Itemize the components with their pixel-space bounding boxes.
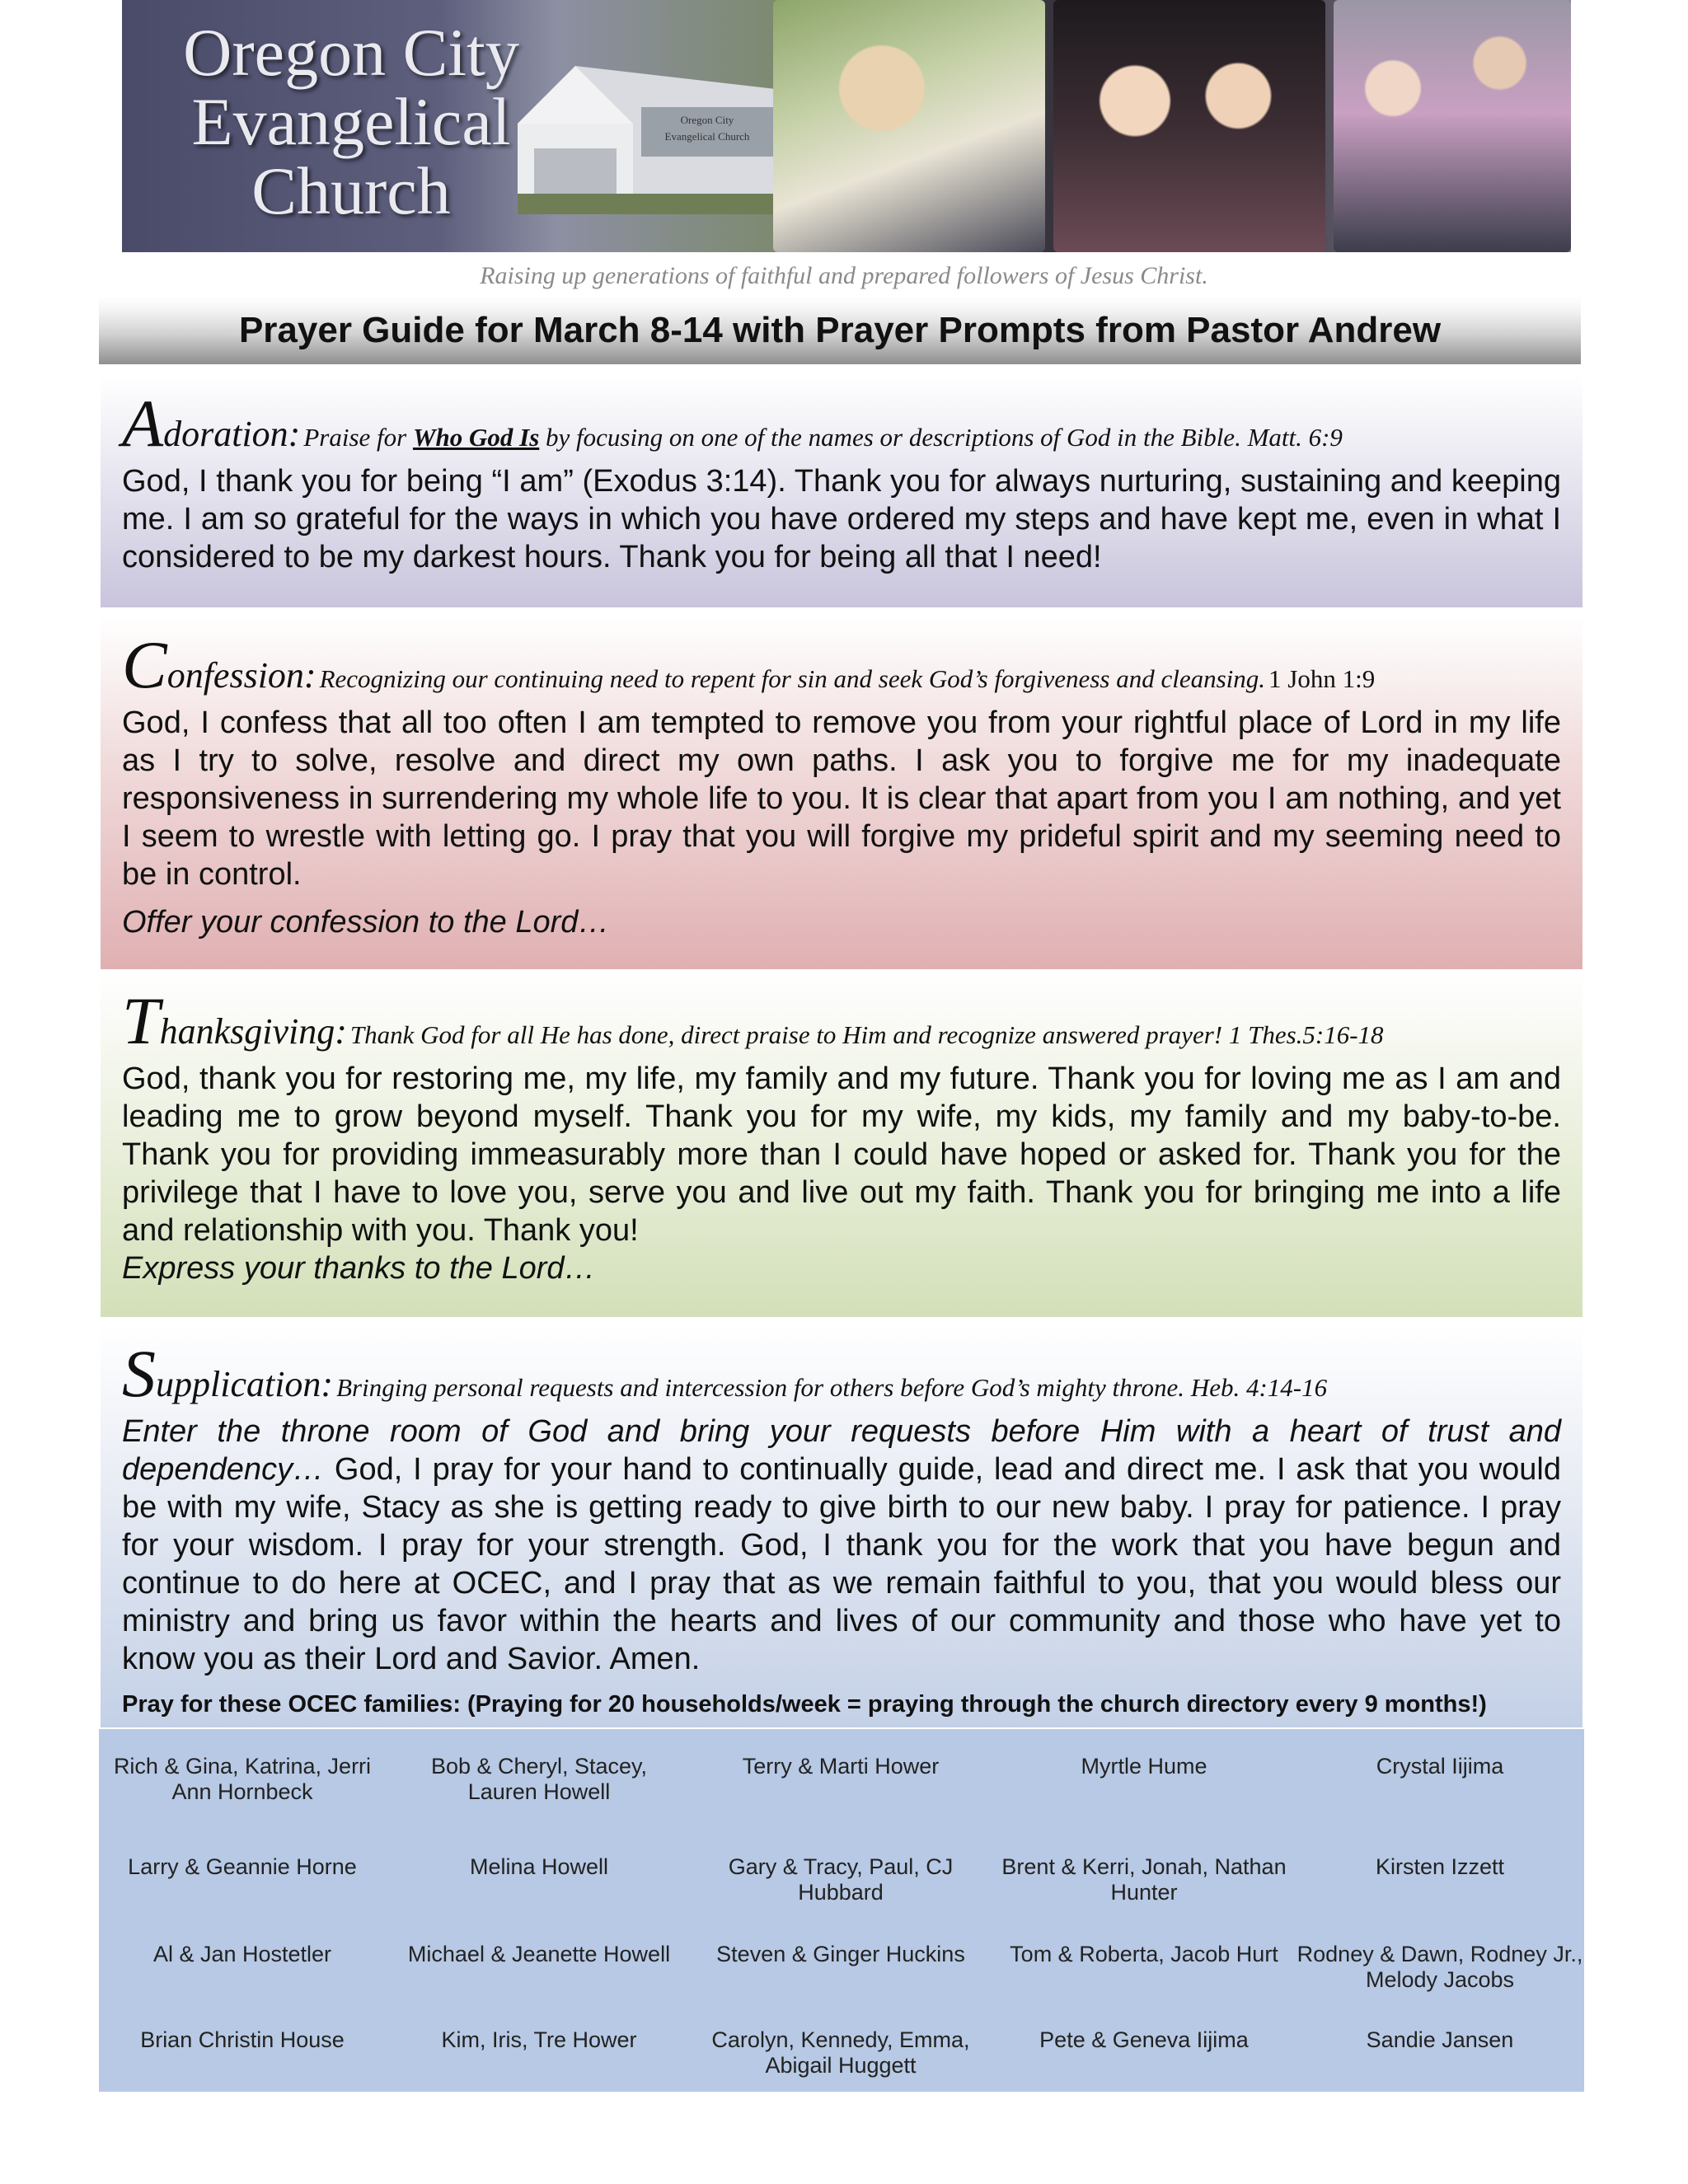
family-cell: Brent & Kerri, Jonah, Nathan Hunter bbox=[1001, 1854, 1287, 1905]
church-tagline: Raising up generations of faithful and prepared followers of Jesus Christ. bbox=[480, 262, 1208, 289]
church-building-image bbox=[518, 49, 790, 214]
confession-prompt: Recognizing our continuing need to repent for sin and seek God’s forgiveness and cleansing. bbox=[319, 664, 1266, 693]
supplication-prompt: Bringing personal requests and intercession for others before God’s mighty throne. Heb. 4:14-16 bbox=[336, 1373, 1328, 1402]
supplication-word: upplication: bbox=[156, 1364, 334, 1404]
adoration-prayer: God, I thank you for being “I am” (Exodus 3:14). Thank you for always nurturing, sustaining and keeping me. I am so grateful for the ways in which you have ordered my steps and have kept me, even in what I considered to be my darkest hours. Thank you for being all that I need! bbox=[122, 464, 1561, 574]
supplication-heading bbox=[122, 1336, 1561, 1411]
thanksgiving-closing: Express your thanks to the Lord… bbox=[122, 1251, 596, 1286]
church-name-line-1: Oregon City bbox=[183, 15, 519, 90]
adoration-word: doration: bbox=[163, 414, 301, 454]
thanksgiving-prompt: Thank God for all He has done, direct praise to Him and recognize answered prayer! 1 Thes.5:16-18 bbox=[349, 1020, 1384, 1049]
sign-line-2: Evangelical Church bbox=[664, 130, 750, 143]
family-cell: Pete & Geneva Iijima bbox=[1039, 2027, 1249, 2052]
thanksgiving-word: hanksgiving: bbox=[159, 1011, 347, 1052]
adoration-prompt-end: by focusing on one of the names or descriptions of God in the Bible. Matt. 6:9 bbox=[546, 423, 1343, 452]
church-name-line-2: Evangelical bbox=[191, 84, 511, 159]
family-cell: Rodney & Dawn, Rodney Jr., Melody Jacobs bbox=[1296, 1942, 1583, 1992]
group-prayer-photo bbox=[773, 0, 1045, 252]
family-cell: Kim, Iris, Tre Hower bbox=[441, 2027, 637, 2052]
family-cell: Rich & Gina, Katrina, Jerri Ann Hornbeck bbox=[113, 1754, 372, 1804]
handshake-greeting-photo bbox=[1334, 0, 1571, 252]
families-heading: Pray for these OCEC families: (Praying for 20 households/week = praying through the church directory every 9 months!) bbox=[122, 1691, 1487, 1718]
confession-word: onfession: bbox=[166, 655, 316, 696]
family-cell: Gary & Tracy, Paul, CJ Hubbard bbox=[728, 1854, 954, 1905]
adoration-prompt-emphasis: Who God Is bbox=[412, 423, 540, 452]
family-cell: Tom & Roberta, Jacob Hurt bbox=[1010, 1942, 1278, 1966]
family-cell: Steven & Ginger Huckins bbox=[716, 1942, 965, 1966]
confession-closing: Offer your confession to the Lord… bbox=[122, 905, 610, 940]
thanksgiving-section bbox=[101, 972, 1582, 1317]
children-singing-photo bbox=[1053, 0, 1325, 252]
supplication-prayer bbox=[122, 1413, 1561, 1678]
supplication-body: God, I pray for your hand to continually guide, lead and direct me. I ask that you would be with my wife, Stacy as she is getting ready to give birth to our new baby. I pray for patience. I pray for your wisdom. I pray for your strength. God, I thank you for the work that you have begun and continue to do here at OCEC, and I pray that as we remain faithful to you, that you would bless our ministry and bring us favor within the hearts and lives of our community and those who have yet to know you as their Lord and Savior. Amen. bbox=[122, 1452, 1561, 1676]
family-cell: Crystal Iijima bbox=[1376, 1754, 1504, 1779]
thanksgiving-initial: T bbox=[122, 983, 160, 1058]
family-cell: Michael & Jeanette Howell bbox=[407, 1942, 671, 1966]
supplication-lead: Enter the throne room of God and bring your requests before Him with a heart of trust and dependency… bbox=[122, 1414, 1561, 1487]
page-title: Prayer Guide for March 8-14 with Prayer Prompts from Pastor Andrew bbox=[238, 310, 1442, 350]
family-cell: Carolyn, Kennedy, Emma, Abigail Huggett bbox=[711, 2027, 970, 2078]
adoration-heading bbox=[122, 386, 1561, 461]
family-cell: Bob & Cheryl, Stacey, Lauren Howell bbox=[430, 1754, 648, 1804]
family-cell: Sandie Jansen bbox=[1366, 2027, 1514, 2052]
family-cell: Larry & Geannie Horne bbox=[128, 1854, 357, 1879]
church-name bbox=[137, 15, 565, 228]
supplication-section bbox=[101, 1325, 1582, 1727]
church-banner bbox=[122, 0, 1571, 252]
families-grid bbox=[99, 1729, 1584, 2092]
church-name-line-3: Church bbox=[251, 153, 451, 228]
family-cell: Myrtle Hume bbox=[1081, 1754, 1207, 1779]
confession-heading bbox=[122, 627, 1561, 702]
family-cell: Melina Howell bbox=[469, 1854, 609, 1879]
confession-section bbox=[101, 616, 1582, 969]
thanksgiving-prayer: God, thank you for restoring me, my life, my family and my future. Thank you for loving me as I am and leading me to grow beyond myself. Thank you for my wife, my kids, my family and my baby-to-be. Thank you for providing immeasurably more than I could have hoped or asked for. Thank you for the privilege that I have to love you, serve you and live out my faith. Thank you for bringing me into a life and relationship with you. Thank you! bbox=[122, 1062, 1561, 1248]
adoration-initial: A bbox=[122, 386, 164, 461]
adoration-prompt-start: Praise for bbox=[303, 423, 407, 452]
sign-line-1: Oregon City bbox=[680, 114, 734, 126]
family-cell: Terry & Marti Hower bbox=[742, 1754, 940, 1779]
family-cell: Al & Jan Hostetler bbox=[152, 1942, 332, 1966]
confession-reference: 1 John 1:9 bbox=[1268, 664, 1376, 693]
adoration-prompt bbox=[303, 423, 1343, 452]
adoration-section bbox=[101, 375, 1582, 607]
family-cell: Brian Christin House bbox=[140, 2027, 345, 2052]
prayer-guide-title-bar bbox=[99, 297, 1581, 364]
supplication-initial: S bbox=[122, 1336, 156, 1411]
family-cell: Kirsten Izzett bbox=[1375, 1854, 1505, 1879]
confession-prayer: God, I confess that all too often I am tempted to remove you from your rightful place of Lord in my life as I try to solve, resolve and direct my own paths. I ask you to forgive me for my inadequate responsiveness in surrendering my whole life to you. It is clear that apart from you I am nothing, and yet I seem to wrestle with letting go. I pray that you will forgive my prideful spirit and my seeming need to be in control. bbox=[122, 705, 1561, 892]
confession-initial: C bbox=[122, 627, 167, 702]
thanksgiving-heading bbox=[122, 983, 1561, 1058]
